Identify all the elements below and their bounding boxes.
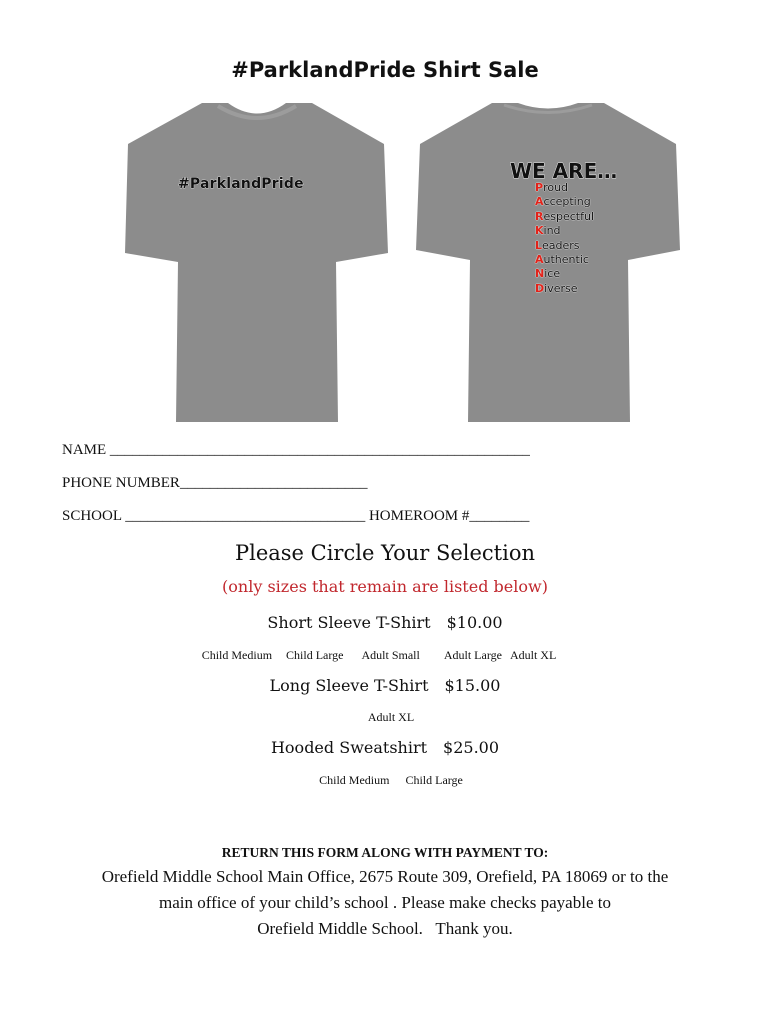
front-shirt-image xyxy=(122,100,392,425)
acrostic-line: Respectful xyxy=(535,209,594,223)
school-blank-line[interactable]: ________________________________ xyxy=(125,508,366,524)
phone-field[interactable] xyxy=(62,475,367,492)
size-option[interactable]: Child Medium xyxy=(319,773,390,787)
size-option[interactable]: Child Large xyxy=(405,773,463,787)
homeroom-label: HOMEROOM # xyxy=(368,508,470,524)
selection-subtitle: (only sizes that remain are listed below) xyxy=(222,577,548,596)
name-blank-line[interactable]: ________________________________________________________ xyxy=(109,442,530,458)
acrostic-line: Leaders xyxy=(535,238,580,252)
return-heading: RETURN THIS FORM ALONG WITH PAYMENT TO: xyxy=(221,845,549,860)
name-field[interactable] xyxy=(62,442,530,459)
item-price: $10.00 xyxy=(446,613,503,632)
acrostic-line: Authentic xyxy=(535,253,589,267)
size-option[interactable]: Adult Large xyxy=(443,648,502,662)
hooded-sweatshirt-sizes xyxy=(6,773,770,788)
school-field[interactable] xyxy=(62,508,529,525)
homeroom-blank-line[interactable]: ________ xyxy=(469,508,530,524)
item-name: Short Sleeve T-Shirt xyxy=(267,613,431,632)
item-long-sleeve xyxy=(0,676,770,695)
school-label: SCHOOL xyxy=(62,508,122,524)
address-line: main office of your child’s school . Please make checks payable to xyxy=(159,893,611,912)
acrostic-line: Diverse xyxy=(535,281,578,295)
address-line: Orefield Middle School. Thank you. xyxy=(257,919,513,938)
return-address xyxy=(0,864,770,942)
size-option[interactable]: Adult XL xyxy=(367,710,415,724)
item-short-sleeve xyxy=(0,613,770,632)
back-shirt-acrostic xyxy=(535,181,594,296)
back-shirt-heading: WE ARE… xyxy=(510,159,618,183)
page-title: #ParklandPride Shirt Sale xyxy=(231,58,539,82)
size-option[interactable]: Adult XL xyxy=(509,648,557,662)
acrostic-line: Proud xyxy=(535,181,569,194)
item-name: Long Sleeve T-Shirt xyxy=(269,676,429,695)
short-sleeve-sizes xyxy=(0,648,764,663)
item-price: $15.00 xyxy=(444,676,501,695)
front-shirt-print: #ParklandPride xyxy=(178,176,304,192)
phone-blank-line[interactable]: _________________________ xyxy=(179,475,368,491)
phone-label: PHONE NUMBER xyxy=(62,475,180,491)
long-sleeve-sizes xyxy=(6,710,770,725)
address-line: Orefield Middle School Main Office, 2675 Route 309, Orefield, PA 18069 or to the xyxy=(101,867,669,886)
item-price: $25.00 xyxy=(443,738,500,757)
acrostic-line: Nice xyxy=(535,267,561,281)
size-option[interactable]: Adult Small xyxy=(361,648,420,662)
item-hooded-sweatshirt xyxy=(0,738,770,757)
size-option[interactable]: Child Large xyxy=(286,648,344,662)
acrostic-line: Kind xyxy=(535,224,561,238)
name-label: NAME xyxy=(62,442,107,458)
acrostic-line: Accepting xyxy=(535,195,591,209)
size-option[interactable]: Child Medium xyxy=(201,648,273,662)
selection-title: Please Circle Your Selection xyxy=(234,541,536,565)
item-name: Hooded Sweatshirt xyxy=(270,738,428,757)
